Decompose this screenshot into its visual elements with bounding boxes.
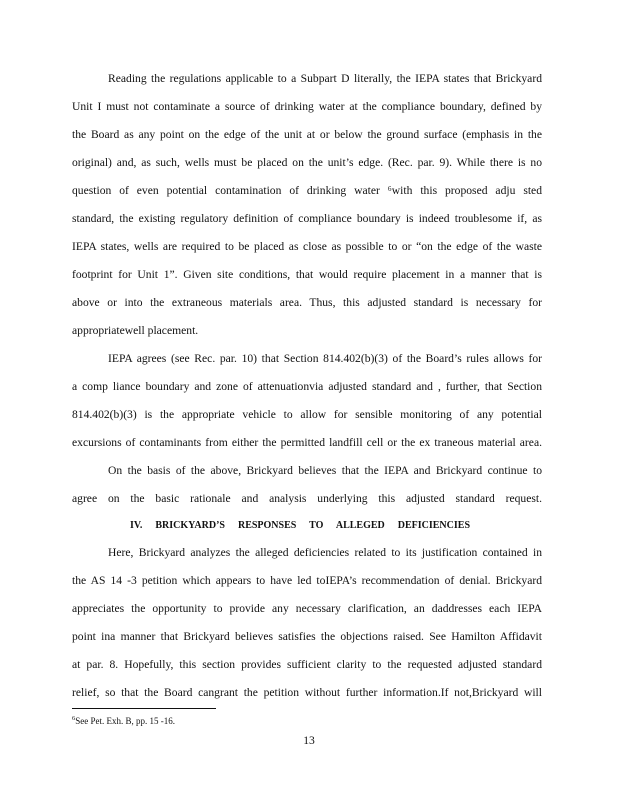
- text-line: excursions of contaminants from either the permitted landfill cell or the ex traneous material area.: [72, 436, 542, 449]
- text-line: Unit I must not contaminate a source of drinking water at the compliance boundary, defined by: [72, 100, 542, 113]
- text-line: a comp liance boundary and zone of attenuationvia adjusted standard and , further, that Section: [72, 380, 542, 393]
- text-line: Here, Brickyard analyzes the alleged deficiencies related to its justification contained in: [108, 546, 542, 559]
- text-line: appropriatewell placement.: [72, 324, 199, 337]
- text-line: the Board as any point on the edge of the unit at or below the ground surface (emphasis in the: [72, 128, 542, 141]
- footnote-text: See Pet. Exh. B, pp. 15 -16.: [75, 716, 175, 726]
- text-line: IEPA states, wells are required to be placed as close as possible to or “on the edge of the waste: [72, 240, 542, 253]
- text-line: relief, so that the Board cangrant the petition without further information.If not,Brickyard will: [72, 686, 542, 699]
- text-line: IEPA agrees (see Rec. par. 10) that Section 814.402(b)(3) of the Board’s rules allows for: [108, 352, 542, 365]
- text-line: point ina manner that Brickyard believes satisfies the objections raised. See Hamilton Affidavit: [72, 630, 542, 643]
- page-number: 13: [303, 734, 315, 747]
- text-line: above or into the extraneous materials area. Thus, this adjusted standard is necessary for: [72, 296, 542, 309]
- text-line: On the basis of the above, Brickyard believes that the IEPA and Brickyard continue to: [108, 464, 542, 477]
- text-line: agree on the basic rationale and analysis underlying this adjusted standard request.: [72, 492, 542, 505]
- text-line: at par. 8. Hopefully, this section provides sufficient clarity to the requested adjusted standard: [72, 658, 542, 671]
- text-line: original) and, as such, wells must be placed on the unit’s edge. (Rec. par. 9). While there is no: [72, 156, 542, 169]
- text-line: Reading the regulations applicable to a Subpart D literally, the IEPA states that Brickyard: [108, 72, 542, 85]
- text-line: the AS 14 -3 petition which appears to have led toIEPA’s recommendation of denial. Brickyard: [72, 574, 542, 587]
- footnote-divider: [72, 708, 216, 709]
- text-line: appreciates the opportunity to provide any necessary clarification, an daddresses each IEPA: [72, 602, 542, 615]
- text-line: footprint for Unit 1”. Given site conditions, that would require placement in a manner that is: [72, 268, 542, 281]
- text-line: 814.402(b)(3) is the appropriate vehicle to allow for sensible monitoring of any potential: [72, 408, 542, 421]
- text-line: standard, the existing regulatory definition of compliance boundary is indeed troublesome if, as: [72, 212, 542, 225]
- section-heading: IV. BRICKYARD’S RESPONSES TO ALLEGED DEFICIENCIES: [130, 520, 470, 531]
- footnote-marker: 6: [72, 715, 76, 722]
- text-line: question of even potential contamination of drinking water ⁶with this proposed adju sted: [72, 184, 542, 197]
- footnote: [72, 713, 175, 727]
